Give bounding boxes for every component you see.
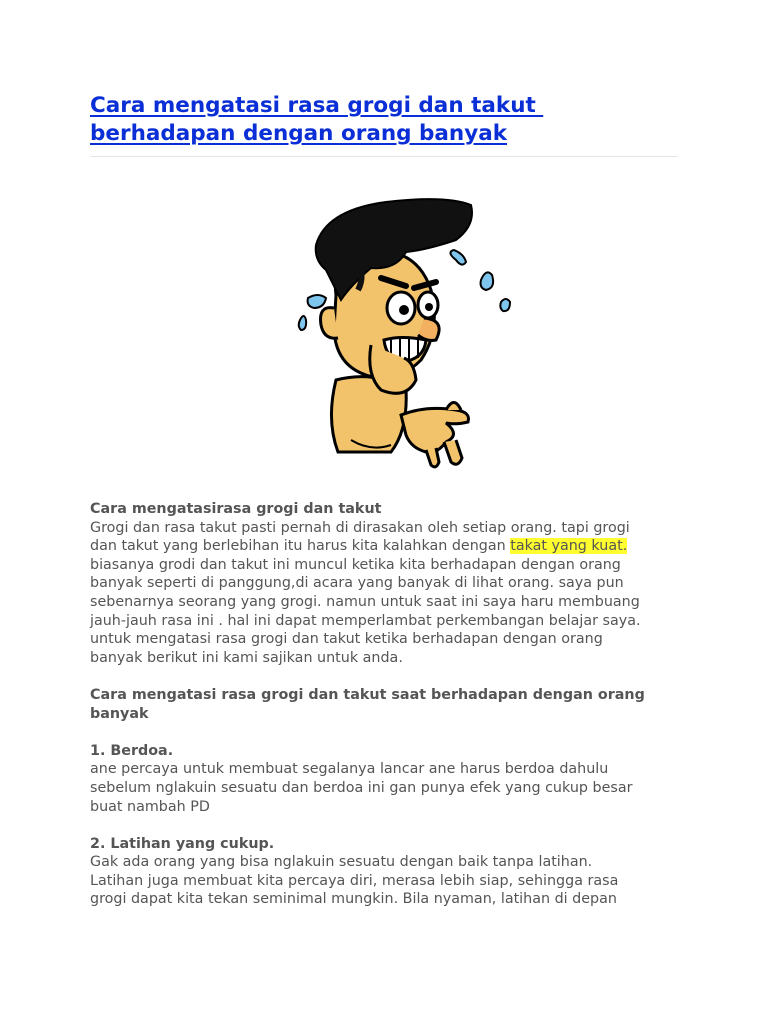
article-title-line-1[interactable]: Cara mengatasi rasa grogi dan takut — [90, 93, 544, 118]
article-title-link[interactable] — [90, 92, 680, 148]
article — [90, 92, 680, 157]
sweat-drop-4 — [308, 295, 326, 308]
article-title-line-2[interactable]: berhadapan dengan orang banyak — [90, 121, 508, 146]
intro-line-2 — [90, 537, 690, 556]
intro-line-6: jauh-jauh rasa ini . hal ini dapat memperlambat perkembangan belajar saya. — [90, 612, 641, 629]
title-divider — [90, 156, 678, 157]
tip-2-line-3: grogi dapat kita tekan seminimal mungkin. Bila nyaman, latihan di depan — [90, 891, 617, 908]
tip-1-line-2: sebelum nglakuin sesuatu dan berdoa ini gan punya efek yang cukup besar — [90, 779, 633, 796]
tip-1-line-1: ane percaya untuk membuat segalanya lancar ane harus berdoa dahulu — [90, 761, 609, 778]
tip-2-heading: 2. Latihan yang cukup. — [90, 835, 275, 852]
tip-2-line-1: Gak ada orang yang bisa nglakuin sesuatu dengan baik tanpa latihan. — [90, 854, 593, 871]
intro-line-7: untuk mengatasi rasa grogi dan takut ketika berhadapan dengan orang — [90, 631, 603, 648]
section-heading-line-1: Cara mengatasi rasa grogi dan takut saat berhadapan dengan orang — [90, 686, 645, 703]
article-body — [90, 500, 690, 909]
sweat-drop-2 — [481, 272, 494, 290]
intro-line-1: Grogi dan rasa takut pasti pernah di dirasakan oleh setiap orang. tapi grogi — [90, 519, 630, 536]
section-heading-line-2: banyak — [90, 705, 149, 722]
highlighted-phrase: takat yang kuat. — [510, 538, 628, 555]
tip-2-line-2: Latihan juga membuat kita percaya diri, merasa lebih siap, sehingga rasa — [90, 872, 619, 889]
spacer — [90, 723, 690, 742]
intro-line-4: banyak seperti di panggung,di acara yang banyak di lihat orang. saya pun — [90, 575, 624, 592]
nervous-cartoon-man-icon — [296, 190, 511, 475]
intro-line-5: sebenarnya seorang yang grogi. namun untuk saat ini saya haru membuang — [90, 593, 640, 610]
intro-line-2-text: dan takut yang berlebihan itu harus kita kalahkan dengan — [90, 538, 511, 555]
tip-1-line-3: buat nambah PD — [90, 798, 210, 815]
tip-1-heading: 1. Berdoa. — [90, 742, 174, 759]
sweat-drop-3 — [500, 299, 510, 311]
spacer — [90, 816, 690, 835]
intro-heading: Cara mengatasirasa grogi dan takut — [90, 501, 382, 517]
sweat-drop-5 — [299, 316, 306, 330]
sweat-drop-1 — [450, 250, 466, 265]
spacer — [90, 667, 690, 686]
intro-line-8: banyak berikut ini kami sajikan untuk anda. — [90, 649, 403, 666]
intro-line-3: biasanya grodi dan takut ini muncul ketika kita berhadapan dengan orang — [90, 556, 621, 573]
